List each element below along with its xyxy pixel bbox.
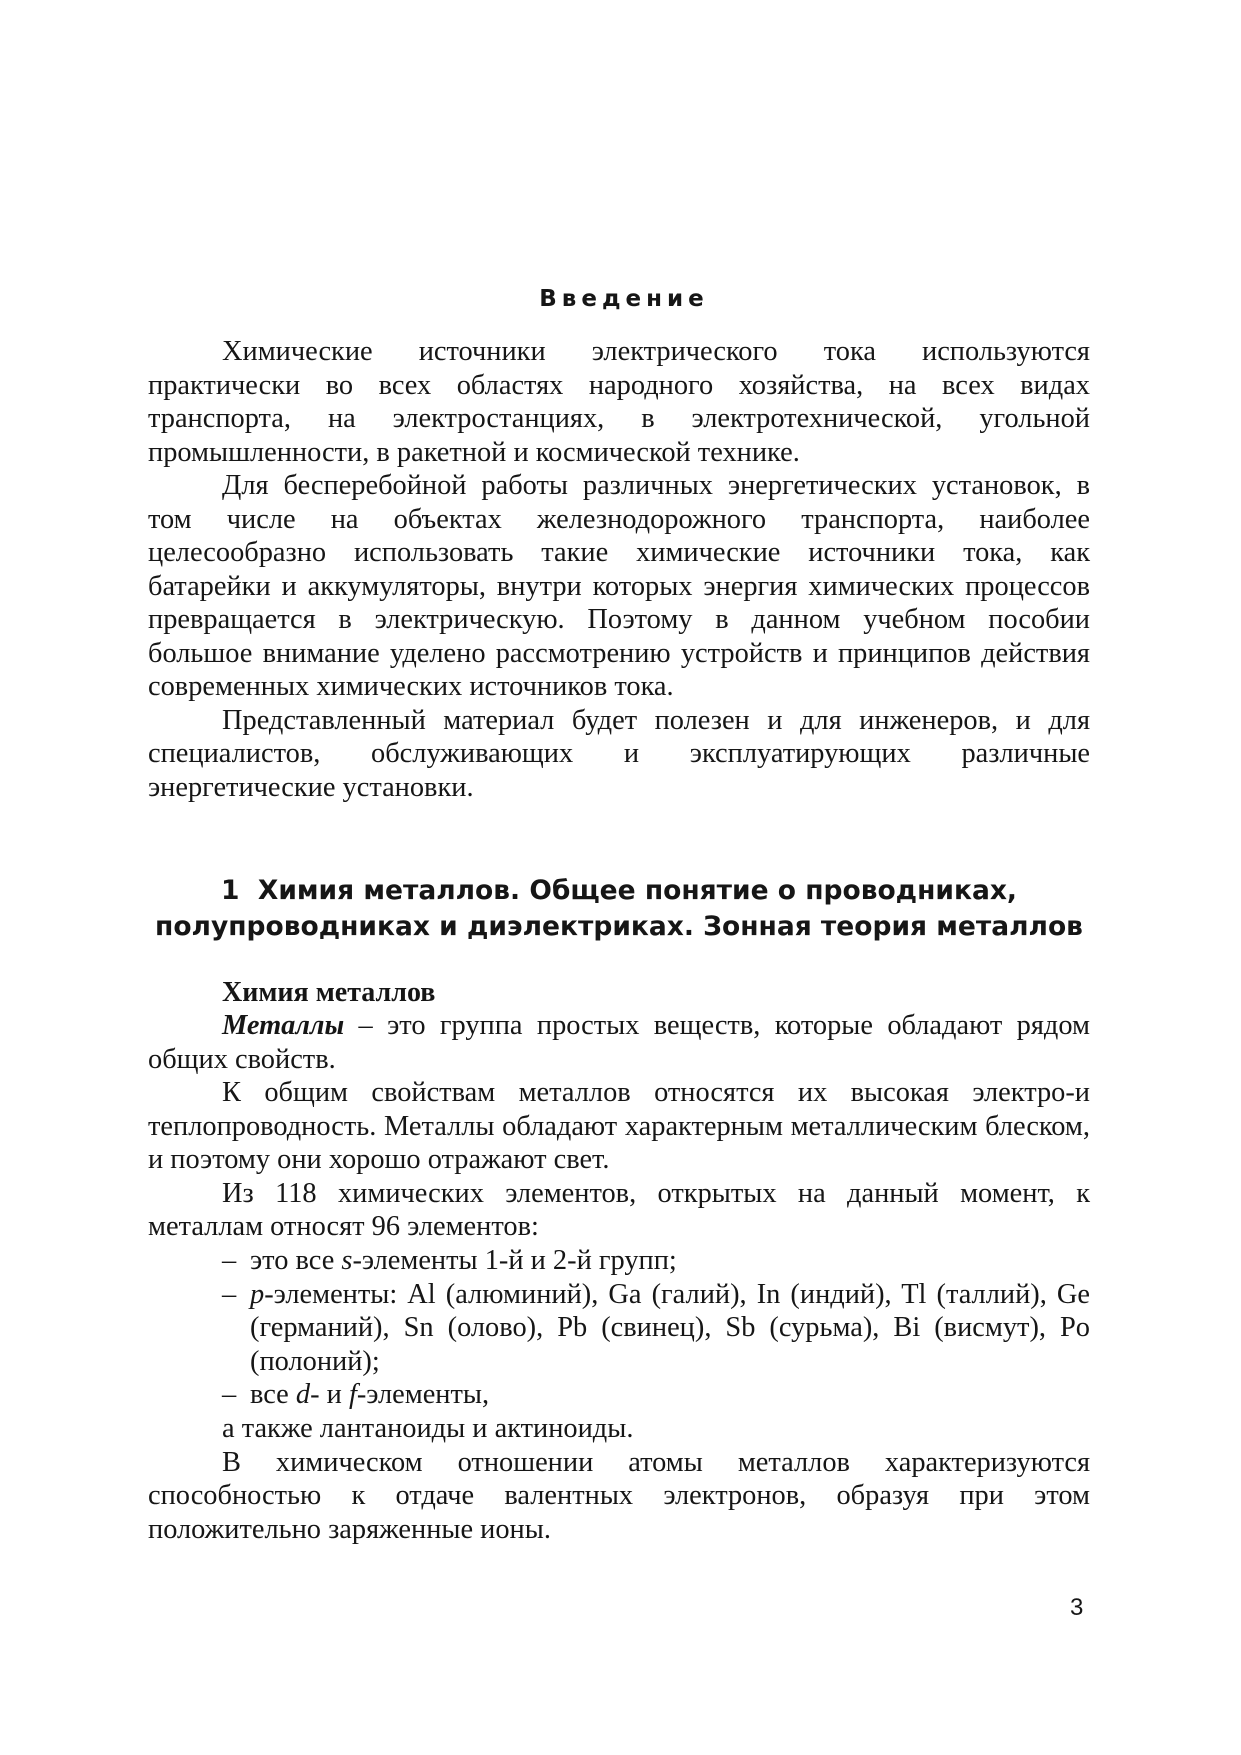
chapter-title-line-2: полупроводниках и диэлектриках. Зонная теория металлов	[155, 911, 1083, 942]
intro-paragraph-1: Химические источники электрического тока используются практически во всех областях народного хозяйства, на всех видах транспорта, на электростанциях, в электротехнической, угольной промышленности, в ракетной и космической технике.	[148, 336, 1090, 468]
page-number: 3	[1070, 1594, 1084, 1621]
chapter-body	[148, 1009, 1090, 1244]
list-item: – p-элементы: Al (алюминий), Ga (галий), In (индий), Tl (таллий), Ge (германий), Sn (олово), Pb (свинец), Sb (сурьма), Bi (висмут), Po (полоний);	[222, 1278, 1090, 1377]
elements-count-paragraph: Из 118 химических элементов, открытых на данный момент, к металлам относят 96 элементов:	[148, 1177, 1090, 1242]
list-item: – все d- и f-элементы,	[222, 1379, 490, 1410]
intro-paragraph-2: Для бесперебойной работы различных энергетических установок, в том числе на объектах железнодорожного транспорта, наиболее целесообразно использовать такие химические источники тока, как батарейки и аккумуляторы, внутри которых энергия химических процессов превращается в электрическую. Поэтому в данном учебном пособии большое внимание уделено рассмотрению устройств и принципов действия современных химических источников тока.	[148, 470, 1090, 702]
section-subheading: Химия металлов	[222, 977, 436, 1008]
chapter-body-end	[148, 1412, 1090, 1546]
intro-heading: Введение	[539, 286, 709, 312]
intro-paragraph-3: Представленный материал будет полезен и для инженеров, и для специалистов, обслуживающих и эксплуатирующих различные энергетические установки.	[148, 704, 1090, 803]
list-item: – это все s-элементы 1-й и 2-й групп;	[222, 1245, 677, 1276]
intro-section	[148, 335, 1090, 804]
properties-paragraph: К общим свойствам металлов относятся их высокая электро-и теплопроводность. Металлы обладают характерным металлическим блеском, и поэтому они хорошо отражают свет.	[148, 1077, 1090, 1175]
chapter-title	[148, 873, 1090, 945]
after-list-text: а также лантаноиды и актиноиды.	[222, 1413, 634, 1444]
element-list-container	[0, 1244, 1090, 1412]
definition-paragraph	[148, 1009, 1090, 1076]
chapter-title-line-1: 1 Химия металлов. Общее понятие о проводниках,	[221, 875, 1017, 906]
ions-paragraph: В химическом отношении атомы металлов характеризуются способностью к отдаче валентных электронов, образуя при этом положительно заряженные ионы.	[148, 1446, 1090, 1545]
element-list	[0, 1244, 1090, 1412]
definition-text: – это группа простых веществ, которые обладают рядом общих свойств.	[148, 1010, 1090, 1075]
definition-term: Металлы	[222, 1010, 345, 1041]
